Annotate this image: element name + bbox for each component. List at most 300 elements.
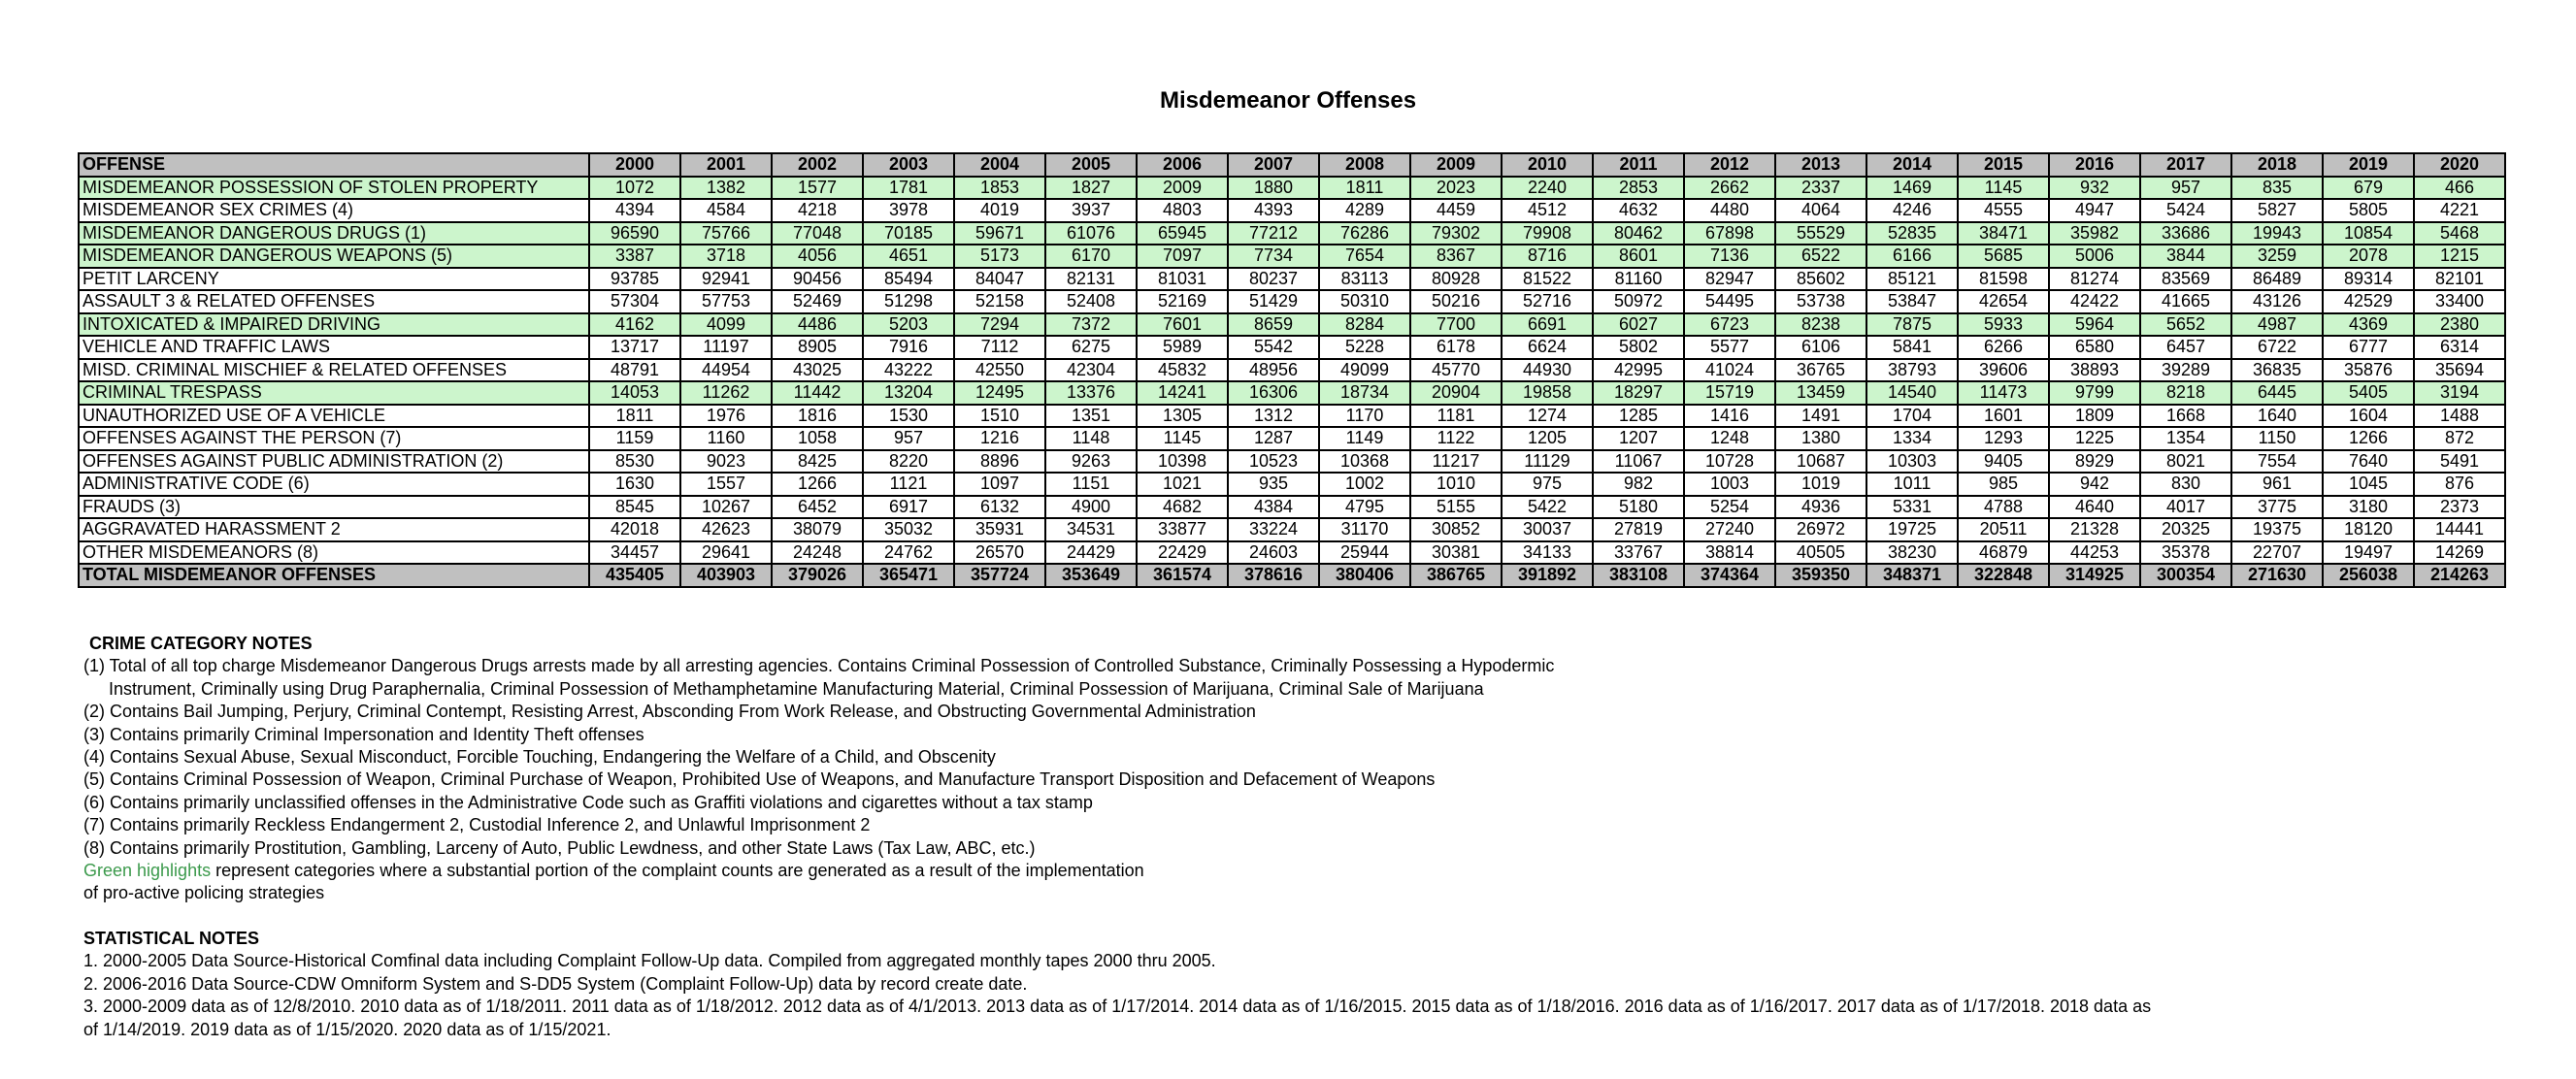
- value-cell: 55529: [1775, 222, 1866, 245]
- value-cell: 4384: [1228, 496, 1319, 519]
- value-cell: 7554: [2231, 450, 2323, 474]
- total-value-cell: 256038: [2323, 564, 2414, 587]
- value-cell: 876: [2414, 473, 2505, 496]
- value-cell: 1010: [1410, 473, 1502, 496]
- table-row: [79, 496, 2505, 519]
- value-cell: 5805: [2323, 199, 2414, 222]
- value-cell: 6624: [1502, 336, 1593, 359]
- value-cell: 7136: [1684, 245, 1775, 268]
- value-cell: 2853: [1593, 177, 1684, 200]
- value-cell: 6166: [1866, 245, 1958, 268]
- offense-name-cell: MISD. CRIMINAL MISCHIEF & RELATED OFFENSES: [79, 359, 589, 382]
- value-cell: 30852: [1410, 518, 1502, 541]
- value-cell: 92941: [680, 268, 772, 291]
- value-cell: 7601: [1137, 313, 1228, 337]
- value-cell: 35032: [863, 518, 954, 541]
- column-header-year: 2004: [954, 153, 1045, 177]
- value-cell: 4632: [1593, 199, 1684, 222]
- value-cell: 5652: [2140, 313, 2231, 337]
- value-cell: 54495: [1684, 290, 1775, 313]
- value-cell: 466: [2414, 177, 2505, 200]
- table-row: [79, 290, 2505, 313]
- value-cell: 10728: [1684, 450, 1775, 474]
- value-cell: 1266: [2323, 427, 2414, 450]
- value-cell: 5685: [1958, 245, 2049, 268]
- value-cell: 6132: [954, 496, 1045, 519]
- value-cell: 2337: [1775, 177, 1866, 200]
- value-cell: 1488: [2414, 405, 2505, 428]
- value-cell: 41024: [1684, 359, 1775, 382]
- total-row: [79, 564, 2505, 587]
- value-cell: 1601: [1958, 405, 2049, 428]
- value-cell: 8716: [1502, 245, 1593, 268]
- value-cell: 4682: [1137, 496, 1228, 519]
- value-cell: 6917: [863, 496, 954, 519]
- value-cell: 9263: [1045, 450, 1137, 474]
- value-cell: 11217: [1410, 450, 1502, 474]
- value-cell: 4900: [1045, 496, 1137, 519]
- value-cell: 985: [1958, 473, 2049, 496]
- value-cell: 26972: [1775, 518, 1866, 541]
- value-cell: 5989: [1137, 336, 1228, 359]
- total-value-cell: 322848: [1958, 564, 2049, 587]
- value-cell: 1145: [1958, 177, 2049, 200]
- value-cell: 85121: [1866, 268, 1958, 291]
- value-cell: 4056: [772, 245, 863, 268]
- value-cell: 84047: [954, 268, 1045, 291]
- value-cell: 43025: [772, 359, 863, 382]
- value-cell: 39289: [2140, 359, 2231, 382]
- crime-note-line: (6) Contains primarily unclassified offenses in the Administrative Code such as Graffiti violations and cigarettes without a tax stamp: [83, 792, 1093, 812]
- value-cell: 9405: [1958, 450, 2049, 474]
- value-cell: 22429: [1137, 541, 1228, 565]
- value-cell: 8238: [1775, 313, 1866, 337]
- column-header-year: 2013: [1775, 153, 1866, 177]
- total-value-cell: 314925: [2049, 564, 2140, 587]
- crime-note-line: (8) Contains primarily Prostitution, Gambling, Larceny of Auto, Public Lewdness, and other State Laws (Tax Law, ABC, etc.): [83, 837, 1036, 858]
- crime-note-line: (3) Contains primarily Criminal Impersonation and Identity Theft offenses: [83, 724, 644, 744]
- table-row: [79, 359, 2505, 382]
- value-cell: 14540: [1866, 381, 1958, 405]
- table-row: [79, 268, 2505, 291]
- column-header-year: 2011: [1593, 153, 1684, 177]
- value-cell: 1469: [1866, 177, 1958, 200]
- total-value-cell: 374364: [1684, 564, 1775, 587]
- total-value-cell: 300354: [2140, 564, 2231, 587]
- value-cell: 6580: [2049, 336, 2140, 359]
- value-cell: 81031: [1137, 268, 1228, 291]
- total-value-cell: 359350: [1775, 564, 1866, 587]
- value-cell: 30381: [1410, 541, 1502, 565]
- crime-category-notes: [83, 633, 1554, 905]
- value-cell: 80928: [1410, 268, 1502, 291]
- value-cell: 49099: [1319, 359, 1410, 382]
- value-cell: 961: [2231, 473, 2323, 496]
- value-cell: 19725: [1866, 518, 1958, 541]
- stat-note-line: 2. 2006-2016 Data Source-CDW Omniform System and S-DD5 System (Complaint Follow-Up) data by record create date.: [83, 973, 1028, 994]
- value-cell: 4512: [1502, 199, 1593, 222]
- table-row: [79, 405, 2505, 428]
- value-cell: 48791: [589, 359, 680, 382]
- table-row: [79, 177, 2505, 200]
- value-cell: 8929: [2049, 450, 2140, 474]
- value-cell: 1248: [1684, 427, 1775, 450]
- offense-name-cell: ADMINISTRATIVE CODE (6): [79, 473, 589, 496]
- value-cell: 11442: [772, 381, 863, 405]
- value-cell: 1148: [1045, 427, 1137, 450]
- crime-note-line: Instrument, Criminally using Drug Paraphernalia, Criminal Possession of Methamphetamine Manufacturing Material, Criminal Possession of Marijuana, Criminal Sale of Marijuana: [109, 678, 1484, 699]
- value-cell: 1122: [1410, 427, 1502, 450]
- value-cell: 48956: [1228, 359, 1319, 382]
- value-cell: 1045: [2323, 473, 2414, 496]
- stat-note-line: 1. 2000-2005 Data Source-Historical Comfinal data including Complaint Follow-Up data. Compiled from aggregated monthly tapes 2000 thru 2005.: [83, 951, 1216, 971]
- value-cell: 35378: [2140, 541, 2231, 565]
- page-title: Misdemeanor Offenses: [1159, 87, 1417, 114]
- total-value-cell: 391892: [1502, 564, 1593, 587]
- value-cell: 20511: [1958, 518, 2049, 541]
- value-cell: 1207: [1593, 427, 1684, 450]
- value-cell: 957: [863, 427, 954, 450]
- column-header-year: 2020: [2414, 153, 2505, 177]
- statistical-notes-heading: STATISTICAL NOTES: [83, 929, 260, 948]
- value-cell: 81160: [1593, 268, 1684, 291]
- value-cell: 10523: [1228, 450, 1319, 474]
- value-cell: 1382: [680, 177, 772, 200]
- value-cell: 6106: [1775, 336, 1866, 359]
- value-cell: 4987: [2231, 313, 2323, 337]
- value-cell: 957: [2140, 177, 2231, 200]
- value-cell: 982: [1593, 473, 1684, 496]
- value-cell: 4788: [1958, 496, 2049, 519]
- value-cell: 679: [2323, 177, 2414, 200]
- value-cell: 35931: [954, 518, 1045, 541]
- value-cell: 81598: [1958, 268, 2049, 291]
- value-cell: 8220: [863, 450, 954, 474]
- value-cell: 4795: [1319, 496, 1410, 519]
- value-cell: 7372: [1045, 313, 1137, 337]
- value-cell: 42995: [1593, 359, 1684, 382]
- value-cell: 42304: [1045, 359, 1137, 382]
- value-cell: 5155: [1410, 496, 1502, 519]
- value-cell: 27240: [1684, 518, 1775, 541]
- value-cell: 5405: [2323, 381, 2414, 405]
- value-cell: 79908: [1502, 222, 1593, 245]
- column-header-year: 2010: [1502, 153, 1593, 177]
- value-cell: 1021: [1137, 473, 1228, 496]
- value-cell: 52835: [1866, 222, 1958, 245]
- value-cell: 8659: [1228, 313, 1319, 337]
- value-cell: 942: [2049, 473, 2140, 496]
- value-cell: 81274: [2049, 268, 2140, 291]
- value-cell: 1853: [954, 177, 1045, 200]
- value-cell: 34531: [1045, 518, 1137, 541]
- column-header-year: 2000: [589, 153, 680, 177]
- value-cell: 96590: [589, 222, 680, 245]
- crime-notes-heading: CRIME CATEGORY NOTES: [89, 634, 313, 653]
- value-cell: 5422: [1502, 496, 1593, 519]
- value-cell: 6457: [2140, 336, 2231, 359]
- value-cell: 38893: [2049, 359, 2140, 382]
- table-row: [79, 245, 2505, 268]
- column-header-year: 2007: [1228, 153, 1319, 177]
- value-cell: 33686: [2140, 222, 2231, 245]
- column-header-year: 2005: [1045, 153, 1137, 177]
- value-cell: 34457: [589, 541, 680, 565]
- value-cell: 1002: [1319, 473, 1410, 496]
- value-cell: 4651: [863, 245, 954, 268]
- value-cell: 44930: [1502, 359, 1593, 382]
- value-cell: 4584: [680, 199, 772, 222]
- column-header-year: 2008: [1319, 153, 1410, 177]
- value-cell: 4480: [1684, 199, 1775, 222]
- value-cell: 34133: [1502, 541, 1593, 565]
- value-cell: 1976: [680, 405, 772, 428]
- value-cell: 4369: [2323, 313, 2414, 337]
- value-cell: 1145: [1137, 427, 1228, 450]
- value-cell: 2380: [2414, 313, 2505, 337]
- value-cell: 14053: [589, 381, 680, 405]
- value-cell: 80237: [1228, 268, 1319, 291]
- value-cell: 18734: [1319, 381, 1410, 405]
- value-cell: 4394: [589, 199, 680, 222]
- column-header-year: 2015: [1958, 153, 2049, 177]
- value-cell: 4218: [772, 199, 863, 222]
- total-value-cell: 386765: [1410, 564, 1502, 587]
- value-cell: 4936: [1775, 496, 1866, 519]
- offense-name-cell: MISDEMEANOR POSSESSION OF STOLEN PROPERTY: [79, 177, 589, 200]
- value-cell: 1880: [1228, 177, 1319, 200]
- value-cell: 7916: [863, 336, 954, 359]
- value-cell: 5964: [2049, 313, 2140, 337]
- value-cell: 5827: [2231, 199, 2323, 222]
- value-cell: 1811: [589, 405, 680, 428]
- value-cell: 1097: [954, 473, 1045, 496]
- value-cell: 1816: [772, 405, 863, 428]
- table-row: [79, 199, 2505, 222]
- value-cell: 4393: [1228, 199, 1319, 222]
- value-cell: 3180: [2323, 496, 2414, 519]
- total-value-cell: 379026: [772, 564, 863, 587]
- column-header-year: 2002: [772, 153, 863, 177]
- value-cell: 1121: [863, 473, 954, 496]
- value-cell: 18297: [1593, 381, 1684, 405]
- value-cell: 77048: [772, 222, 863, 245]
- value-cell: 50216: [1410, 290, 1502, 313]
- value-cell: 830: [2140, 473, 2231, 496]
- crime-note-line: (7) Contains primarily Reckless Endangerment 2, Custodial Inference 2, and Unlawful Imprisonment 2: [83, 815, 871, 835]
- value-cell: 67898: [1684, 222, 1775, 245]
- value-cell: 8530: [589, 450, 680, 474]
- value-cell: 8425: [772, 450, 863, 474]
- value-cell: 7112: [954, 336, 1045, 359]
- value-cell: 12495: [954, 381, 1045, 405]
- value-cell: 82131: [1045, 268, 1137, 291]
- value-cell: 51429: [1228, 290, 1319, 313]
- value-cell: 1827: [1045, 177, 1137, 200]
- value-cell: 19858: [1502, 381, 1593, 405]
- value-cell: 5933: [1958, 313, 2049, 337]
- total-value-cell: 380406: [1319, 564, 1410, 587]
- value-cell: 38079: [772, 518, 863, 541]
- offense-name-cell: ASSAULT 3 & RELATED OFFENSES: [79, 290, 589, 313]
- value-cell: 57753: [680, 290, 772, 313]
- value-cell: 19943: [2231, 222, 2323, 245]
- value-cell: 9799: [2049, 381, 2140, 405]
- value-cell: 8367: [1410, 245, 1502, 268]
- value-cell: 42623: [680, 518, 772, 541]
- value-cell: 52408: [1045, 290, 1137, 313]
- value-cell: 3775: [2231, 496, 2323, 519]
- offense-name-cell: CRIMINAL TRESPASS: [79, 381, 589, 405]
- value-cell: 13376: [1045, 381, 1137, 405]
- value-cell: 70185: [863, 222, 954, 245]
- value-cell: 40505: [1775, 541, 1866, 565]
- value-cell: 6275: [1045, 336, 1137, 359]
- value-cell: 1416: [1684, 405, 1775, 428]
- value-cell: 1293: [1958, 427, 2049, 450]
- value-cell: 1159: [589, 427, 680, 450]
- value-cell: 36765: [1775, 359, 1866, 382]
- value-cell: 1305: [1137, 405, 1228, 428]
- table-row: [79, 450, 2505, 474]
- value-cell: 45770: [1410, 359, 1502, 382]
- column-header-year: 2017: [2140, 153, 2231, 177]
- total-label-cell: TOTAL MISDEMEANOR OFFENSES: [79, 564, 589, 587]
- value-cell: 83569: [2140, 268, 2231, 291]
- value-cell: 2009: [1137, 177, 1228, 200]
- value-cell: 5006: [2049, 245, 2140, 268]
- value-cell: 3259: [2231, 245, 2323, 268]
- value-cell: 975: [1502, 473, 1593, 496]
- value-cell: 42422: [2049, 290, 2140, 313]
- value-cell: 1072: [589, 177, 680, 200]
- value-cell: 35876: [2323, 359, 2414, 382]
- value-cell: 24762: [863, 541, 954, 565]
- value-cell: 10687: [1775, 450, 1866, 474]
- value-cell: 8905: [772, 336, 863, 359]
- value-cell: 33767: [1593, 541, 1684, 565]
- total-value-cell: 365471: [863, 564, 954, 587]
- value-cell: 1285: [1593, 405, 1684, 428]
- value-cell: 81522: [1502, 268, 1593, 291]
- value-cell: 82947: [1684, 268, 1775, 291]
- value-cell: 1266: [772, 473, 863, 496]
- value-cell: 11129: [1502, 450, 1593, 474]
- total-value-cell: 271630: [2231, 564, 2323, 587]
- offense-name-cell: OFFENSES AGAINST PUBLIC ADMINISTRATION (2): [79, 450, 589, 474]
- crime-note-line: (1) Total of all top charge Misdemeanor Dangerous Drugs arrests made by all arresting agencies. Contains Criminal Possession of Controlled Substance, Criminally Possessing a Hypodermic: [83, 656, 1555, 676]
- value-cell: 935: [1228, 473, 1319, 496]
- value-cell: 2240: [1502, 177, 1593, 200]
- table-row: [79, 473, 2505, 496]
- column-header-year: 2003: [863, 153, 954, 177]
- value-cell: 3718: [680, 245, 772, 268]
- value-cell: 38230: [1866, 541, 1958, 565]
- value-cell: 5841: [1866, 336, 1958, 359]
- value-cell: 57304: [589, 290, 680, 313]
- value-cell: 1334: [1866, 427, 1958, 450]
- value-cell: 4640: [2049, 496, 2140, 519]
- value-cell: 16306: [1228, 381, 1319, 405]
- total-value-cell: 435405: [589, 564, 680, 587]
- value-cell: 19497: [2323, 541, 2414, 565]
- value-cell: 50972: [1593, 290, 1684, 313]
- value-cell: 52158: [954, 290, 1045, 313]
- table-row: [79, 541, 2505, 565]
- value-cell: 45832: [1137, 359, 1228, 382]
- value-cell: 21328: [2049, 518, 2140, 541]
- value-cell: 6691: [1502, 313, 1593, 337]
- value-cell: 7875: [1866, 313, 1958, 337]
- value-cell: 65945: [1137, 222, 1228, 245]
- value-cell: 51298: [863, 290, 954, 313]
- offense-name-cell: OTHER MISDEMEANORS (8): [79, 541, 589, 565]
- value-cell: 24603: [1228, 541, 1319, 565]
- value-cell: 31170: [1319, 518, 1410, 541]
- value-cell: 1151: [1045, 473, 1137, 496]
- value-cell: 76286: [1319, 222, 1410, 245]
- value-cell: 8545: [589, 496, 680, 519]
- value-cell: 46879: [1958, 541, 2049, 565]
- value-cell: 1003: [1684, 473, 1775, 496]
- crime-note-line: (2) Contains Bail Jumping, Perjury, Criminal Contempt, Resisting Arrest, Absconding From Work Release, and Obstructing Governmental Administration: [83, 702, 1256, 722]
- value-cell: 6314: [2414, 336, 2505, 359]
- value-cell: 11067: [1593, 450, 1684, 474]
- value-cell: 1704: [1866, 405, 1958, 428]
- value-cell: 1630: [589, 473, 680, 496]
- value-cell: 82101: [2414, 268, 2505, 291]
- value-cell: 1781: [863, 177, 954, 200]
- value-cell: 89314: [2323, 268, 2414, 291]
- value-cell: 5228: [1319, 336, 1410, 359]
- value-cell: 835: [2231, 177, 2323, 200]
- value-cell: 4017: [2140, 496, 2231, 519]
- value-cell: 6266: [1958, 336, 2049, 359]
- value-cell: 5542: [1228, 336, 1319, 359]
- value-cell: 7294: [954, 313, 1045, 337]
- value-cell: 932: [2049, 177, 2140, 200]
- value-cell: 11473: [1958, 381, 2049, 405]
- value-cell: 7097: [1137, 245, 1228, 268]
- value-cell: 43222: [863, 359, 954, 382]
- column-header-offense: OFFENSE: [79, 153, 589, 177]
- total-value-cell: 348371: [1866, 564, 1958, 587]
- value-cell: 33877: [1137, 518, 1228, 541]
- value-cell: 5173: [954, 245, 1045, 268]
- value-cell: 90456: [772, 268, 863, 291]
- stat-note-line: 3. 2000-2009 data as of 12/8/2010. 2010 data as of 1/18/2011. 2011 data as of 1/18/2012. 2012 data as of 4/1/2013. 2013 data as of 1/17/2014. 2014 data as of 1/16/2015. 2015 data as of 1/18/2016. 2016 data as of 1/16/2017. 2017 data as of 1/17/2018. 2018 data as: [83, 997, 2152, 1017]
- value-cell: 10368: [1319, 450, 1410, 474]
- value-cell: 77212: [1228, 222, 1319, 245]
- column-header-year: 2012: [1684, 153, 1775, 177]
- offense-name-cell: FRAUDS (3): [79, 496, 589, 519]
- value-cell: 41665: [2140, 290, 2231, 313]
- value-cell: 80462: [1593, 222, 1684, 245]
- value-cell: 3937: [1045, 199, 1137, 222]
- value-cell: 7640: [2323, 450, 2414, 474]
- green-highlight-note: [83, 860, 1554, 882]
- value-cell: 11197: [680, 336, 772, 359]
- table-header-row: [79, 153, 2505, 177]
- value-cell: 30037: [1502, 518, 1593, 541]
- value-cell: 10398: [1137, 450, 1228, 474]
- value-cell: 13204: [863, 381, 954, 405]
- value-cell: 4947: [2049, 199, 2140, 222]
- value-cell: 1160: [680, 427, 772, 450]
- value-cell: 4246: [1866, 199, 1958, 222]
- column-header-year: 2006: [1137, 153, 1228, 177]
- value-cell: 872: [2414, 427, 2505, 450]
